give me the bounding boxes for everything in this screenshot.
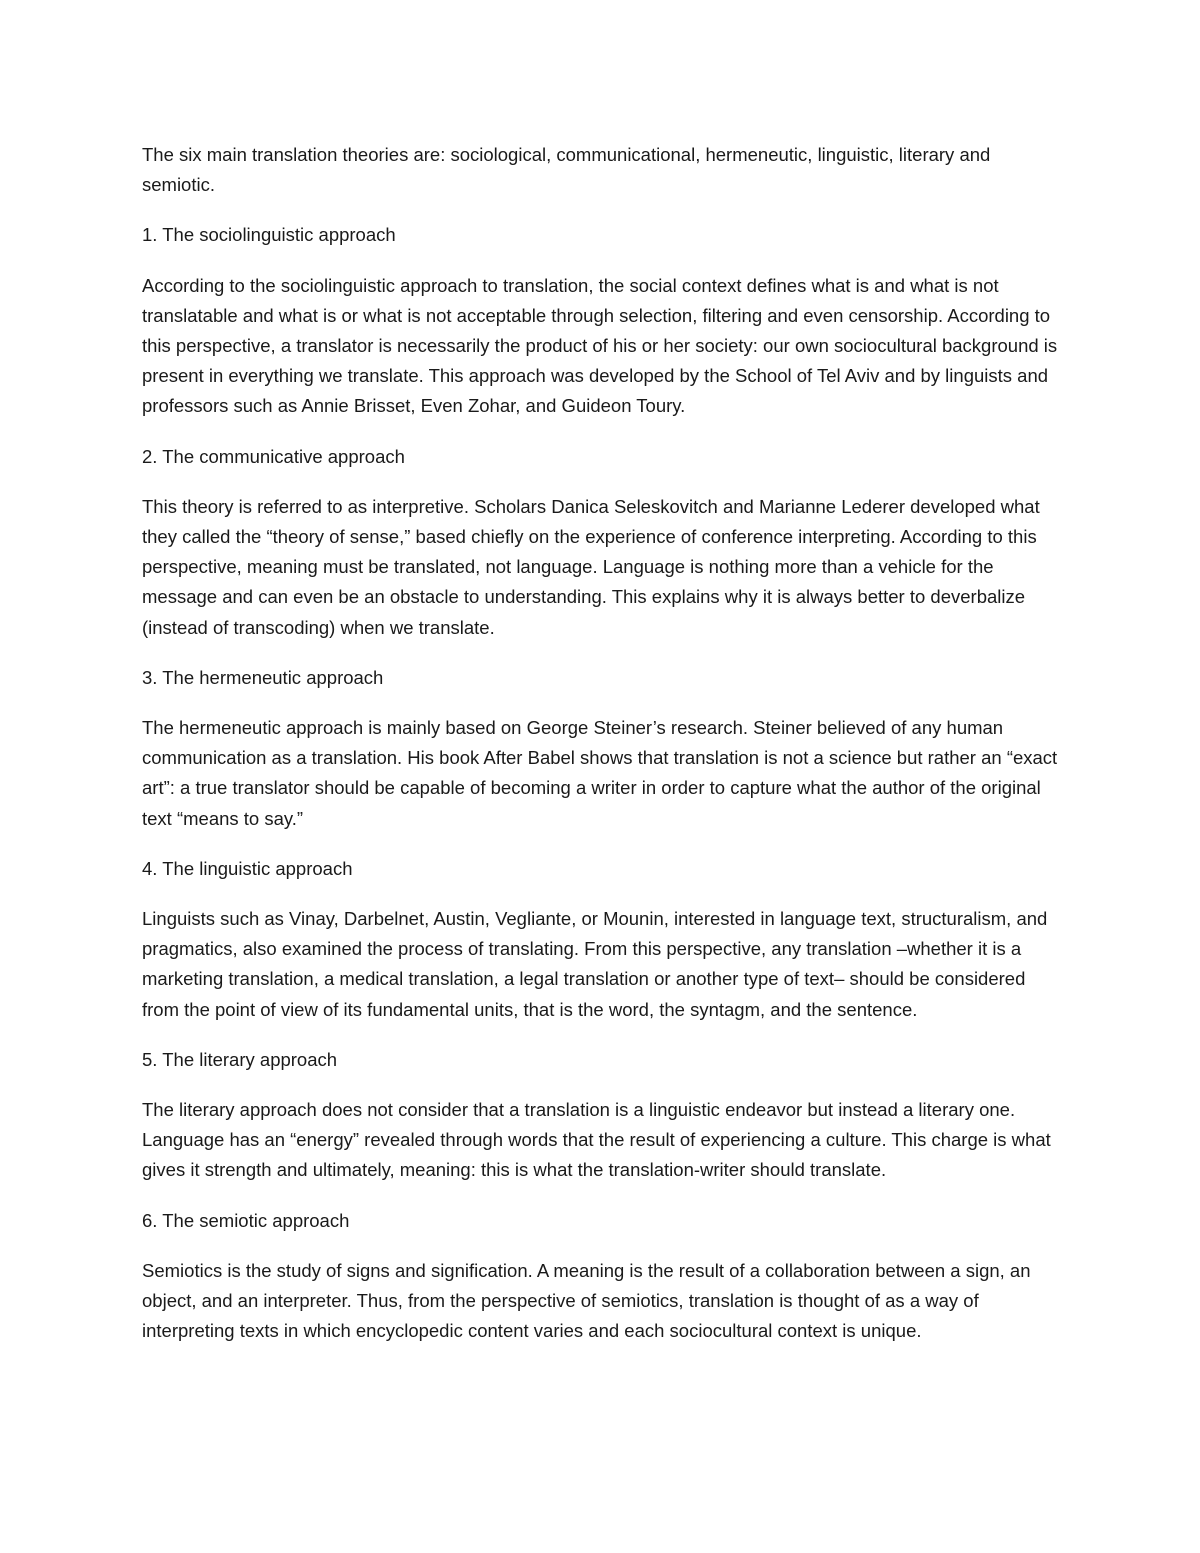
section-body-communicative: This theory is referred to as interpretive. Scholars Danica Seleskovitch and Marianne Lederer developed what they called the “theory of sense,” based chiefly on the experience of conference interpreting. According to this perspective, meaning must be translated, not language. Language is nothing more than a vehicle for the message and can even be an obstacle to understanding. This explains why it is always better to deverbalize (instead of transcoding) when we translate. (142, 495, 1040, 638)
section-heading-hermeneutic: 3. The hermeneutic approach (142, 666, 384, 688)
section-body-literary: The literary approach does not consider that a translation is a linguistic endeavor but instead a literary one. Language has an “energy” revealed through words that the result of experiencing a culture. This charge is what gives it strength and ultimately, meaning: this is what the translation-writer should translate. (142, 1099, 1051, 1181)
section-body-sociolinguistic: According to the sociolinguistic approach to translation, the social context defines what is and what is not translatable and what is or what is not acceptable through selection, filtering and even censorship. According to this perspective, a translator is necessarily the product of his or her society: our own sociocultural background is present in everything we translate. This approach was developed by the School of Tel Aviv and by linguists and professors such as Annie Brisset, Even Zohar, and Guideon Toury. (142, 274, 1058, 417)
section-body-linguistic: Linguists such as Vinay, Darbelnet, Austin, Vegliante, or Mounin, interested in language text, structuralism, and pragmatics, also examined the process of translating. From this perspective, any translation –whether it is a marketing translation, a medical translation, a legal translation or another type of text– should be considered from the point of view of its fundamental units, that is the word, the syntagm, and the sentence. (142, 908, 1048, 1020)
intro-paragraph: The six main translation theories are: sociological, communicational, hermeneutic, linguistic, literary and semiotic. (142, 144, 991, 196)
section-body-hermeneutic: The hermeneutic approach is mainly based on George Steiner’s research. Steiner believed of any human communication as a translation. His book After Babel shows that translation is not a science but rather an “exact art”: a true translator should be capable of becoming a writer in order to capture what the author of the original text “means to say.” (142, 717, 1058, 829)
section-heading-communicative: 2. The communicative approach (142, 445, 405, 467)
section-heading-semiotic: 6. The semiotic approach (142, 1209, 350, 1231)
section-body-semiotic: Semiotics is the study of signs and signification. A meaning is the result of a collaboration between a sign, an object, and an interpreter. Thus, from the perspective of semiotics, translation is thought of as a way of interpreting texts in which encyclopedic content varies and each sociocultural context is unique. (142, 1259, 1031, 1342)
section-heading-linguistic: 4. The linguistic approach (142, 857, 353, 879)
document-body (142, 140, 1060, 1367)
section-heading-literary: 5. The literary approach (142, 1048, 338, 1070)
section-heading-sociolinguistic: 1. The sociolinguistic approach (142, 224, 396, 246)
